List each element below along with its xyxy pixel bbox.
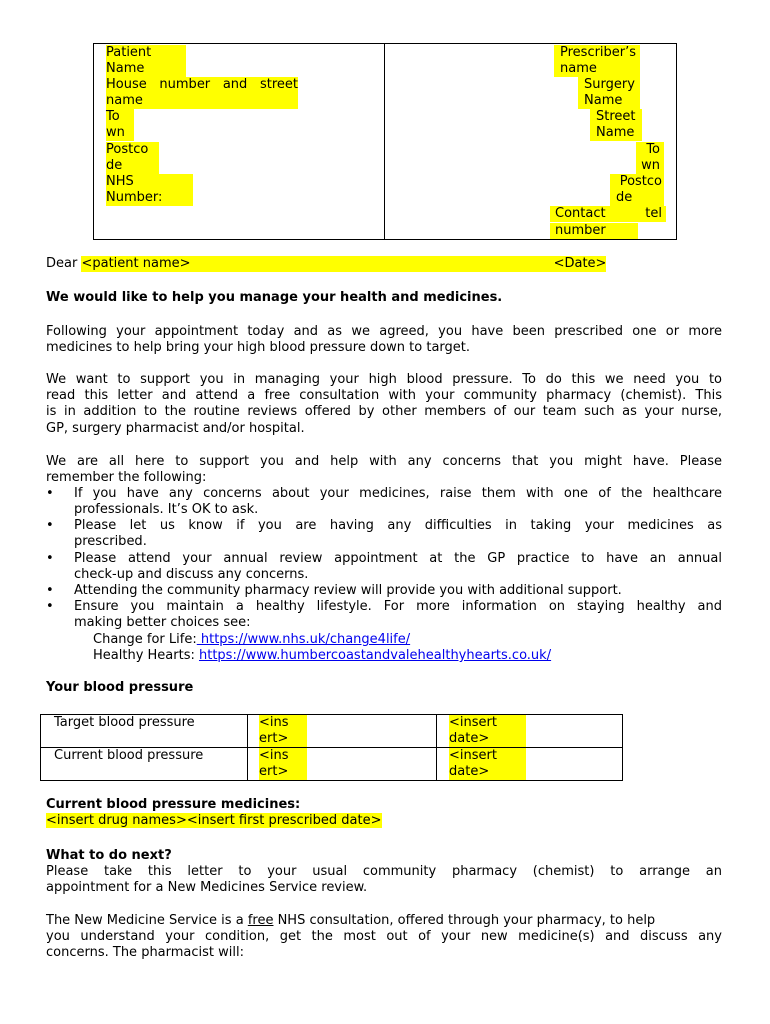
date-placeholder: <Date> xyxy=(553,256,607,271)
bullet-3-line-1: Please attend your annual review appointment at the GP practice to have an annual xyxy=(74,551,722,566)
prescriber-line-5: Street xyxy=(590,109,642,125)
healthy-hearts-link[interactable]: https://www.humbercoastandvalehealthyhearts.co.uk/ xyxy=(198,648,552,663)
bullet-3-line-2: check-up and discuss any concerns. xyxy=(74,567,309,582)
dear-text: Dear xyxy=(46,256,82,271)
prescriber-line-8: wn xyxy=(636,158,664,174)
bullet-marker: • xyxy=(46,486,54,501)
patient-line-9: NHS xyxy=(106,174,193,190)
bullet-marker: • xyxy=(46,599,54,614)
bp-current-label: Current blood pressure xyxy=(54,748,204,763)
para3-line-1: We are all here to support you and help with any concerns that you might have. Please xyxy=(46,454,722,469)
bp-target-date-line-1: <insert xyxy=(449,715,526,731)
patient-line-1: Patient xyxy=(106,45,186,61)
bp-current-date-line-1: <insert xyxy=(449,748,526,764)
healthy-hearts-label: Healthy Hearts: xyxy=(93,648,199,663)
patient-line-2: Name xyxy=(106,61,186,77)
bullet-marker: • xyxy=(46,551,54,566)
para2-line-3: is in addition to the routine reviews offered by other members of our team such as your nurse, xyxy=(46,404,722,419)
patient-nhs-number: Number: xyxy=(106,190,193,206)
salutation-line xyxy=(46,256,722,272)
patient-name-placeholder xyxy=(81,256,606,272)
bp-current-value-line-1: <ins xyxy=(259,748,307,764)
prescriber-line-1: Prescriber’s xyxy=(554,45,640,61)
prescriber-line-7: To xyxy=(636,142,664,158)
prescriber-tel-label: tel xyxy=(645,206,662,221)
nms-para-line-3: concerns. The pharmacist will: xyxy=(46,945,245,960)
next-heading: What to do next? xyxy=(46,848,172,863)
patient-line-3: House number and street xyxy=(106,77,298,92)
patient-line-5: To xyxy=(106,109,134,125)
bullet-marker: • xyxy=(46,518,54,533)
para3-line-2: remember the following: xyxy=(46,470,207,485)
bullet-5-line-2: making better choices see: xyxy=(74,615,251,630)
nms-text-post: NHS consultation, offered through your pharmacy, to help xyxy=(273,913,656,928)
para2-line-4: GP, surgery pharmacist and/or hospital. xyxy=(46,421,305,436)
prescriber-contact-label: Contact xyxy=(555,206,606,221)
bullet-marker: • xyxy=(46,583,54,598)
bullet-1-line-2: professionals. It’s OK to ask. xyxy=(74,502,259,517)
prescriber-line-3: Surgery xyxy=(578,77,640,93)
bullet-2-line-2: prescribed. xyxy=(74,534,147,549)
patient-line-8: de xyxy=(106,158,159,174)
bp-current-value-line-2: ert> xyxy=(259,764,307,780)
bullet-5-line-1: Ensure you maintain a healthy lifestyle. For more information on staying healthy and xyxy=(74,599,722,614)
prescriber-line-2: name xyxy=(554,61,640,77)
patient-line-7: Postco xyxy=(106,142,159,158)
bullet-1-line-1: If you have any concerns about your medicines, raise them with one of the healthcare xyxy=(74,486,722,501)
para2-line-1: We want to support you in managing your high blood pressure. To do this we need you to xyxy=(46,372,722,387)
nms-text-free: free xyxy=(247,913,274,928)
bp-target-value-line-1: <ins xyxy=(259,715,307,731)
medicines-placeholder: <insert drug names><insert first prescribed date> xyxy=(46,813,382,828)
prescriber-line-10: de xyxy=(610,190,664,206)
bp-target-date-line-2: date> xyxy=(449,731,526,747)
nms-para-line-2: you understand your condition, get the most out of your new medicine(s) and discuss any xyxy=(46,929,722,944)
prescriber-contact-row xyxy=(550,206,666,222)
bullet-2-line-1: Please let us know if you are having any difficulties in taking your medicines as xyxy=(74,518,722,533)
blood-pressure-heading: Your blood pressure xyxy=(46,680,194,695)
patient-line-4: name xyxy=(106,93,298,109)
change-for-life-line xyxy=(93,632,769,648)
change-for-life-link[interactable]: https://www.nhs.uk/change4life/ xyxy=(196,632,411,647)
medicines-heading: Current blood pressure medicines: xyxy=(46,797,301,812)
main-heading: We would like to help you manage your health and medicines. xyxy=(46,290,503,305)
nms-text-pre: The New Medicine Service is a xyxy=(46,913,248,928)
change-for-life-label: Change for Life: xyxy=(93,632,197,647)
prescriber-line-9: Postco xyxy=(610,174,664,190)
patient-name-placeholder-text: <patient name> xyxy=(81,256,191,271)
prescriber-line-12: number xyxy=(550,223,638,239)
bullet-4-line-1: Attending the community pharmacy review will provide you with additional support. xyxy=(74,583,622,598)
next-para-line-2: appointment for a New Medicines Service review. xyxy=(46,880,368,895)
address-table-divider xyxy=(384,43,385,240)
patient-line-6: wn xyxy=(106,125,134,141)
healthy-hearts-line xyxy=(93,648,769,664)
bp-target-label: Target blood pressure xyxy=(54,715,195,730)
next-para-line-1: Please take this letter to your usual community pharmacy (chemist) to arrange an xyxy=(46,864,722,879)
medicines-line xyxy=(46,813,722,829)
para1-line-1: Following your appointment today and as we agreed, you have been prescribed one or more xyxy=(46,324,722,339)
prescriber-line-6: Name xyxy=(590,125,642,141)
bp-current-date-line-2: date> xyxy=(449,764,526,780)
para2-line-2: read this letter and attend a free consultation with your community pharmacy (chemist). This xyxy=(46,388,722,403)
nms-para-line-1 xyxy=(46,913,722,929)
para1-line-2: medicines to help bring your high blood pressure down to target. xyxy=(46,340,471,355)
prescriber-line-4: Name xyxy=(578,93,640,109)
bp-target-value-line-2: ert> xyxy=(259,731,307,747)
